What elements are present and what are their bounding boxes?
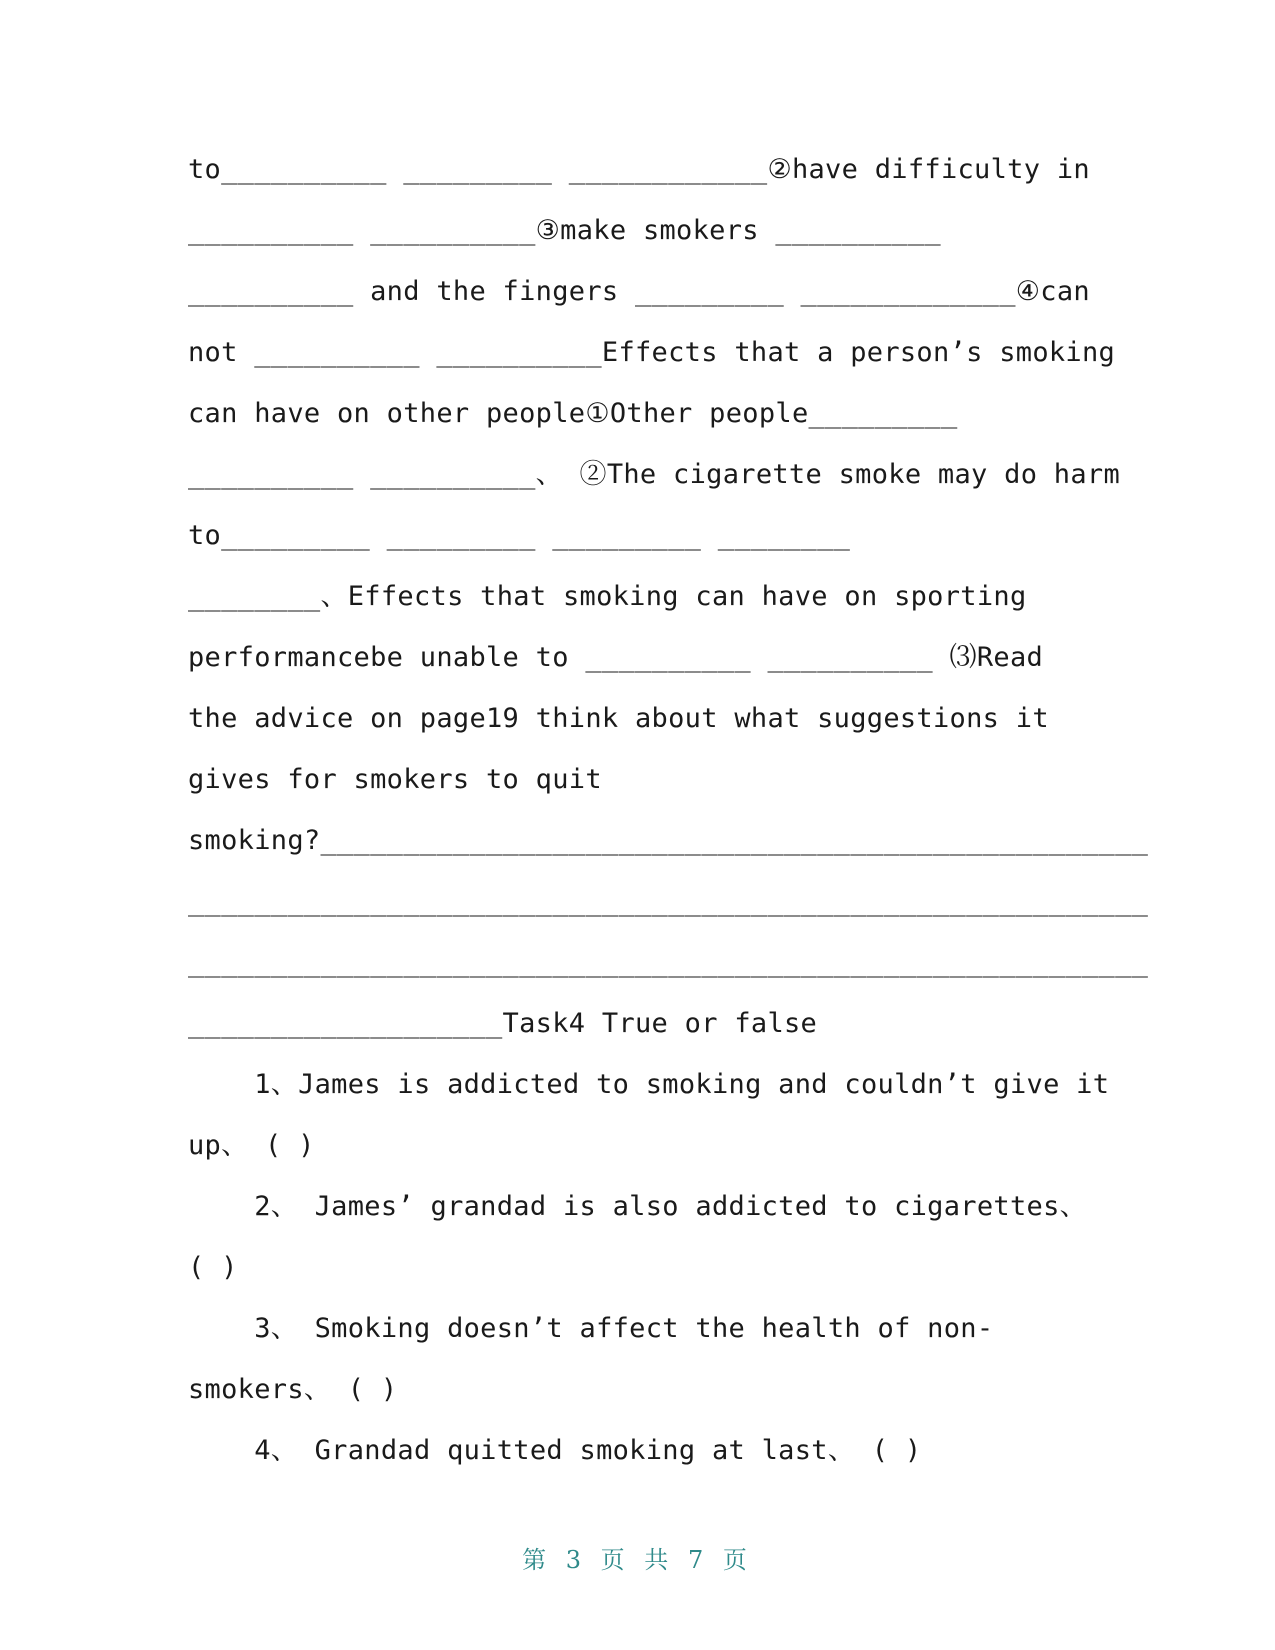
answer-line: smoking?__________________________________________________ — [188, 825, 1149, 856]
task-heading: ___________________Task4 True or false — [188, 1008, 818, 1039]
question-3-cont: smokers、 ( ) — [188, 1374, 398, 1405]
text-line: performancebe unable to __________ __________ ⑶Read — [188, 642, 1044, 673]
question-4: 4、 Grandad quitted smoking at last、 ( ) — [188, 1435, 922, 1466]
document-body — [188, 148, 1149, 1490]
text-line: to__________ _________ ____________②have difficulty in — [188, 154, 1090, 185]
text-line: to_________ _________ _________ ________ — [188, 520, 851, 551]
answer-line: __________________________________________________________ — [188, 947, 1149, 978]
question-3: 3、 Smoking doesn’t affect the health of non- — [188, 1313, 994, 1344]
text-line: can have on other people①Other people_________ — [188, 398, 958, 429]
text-line: gives for smokers to quit — [188, 764, 602, 795]
text-line: not __________ __________Effects that a person’s smoking — [188, 337, 1116, 368]
text-line: __________ and the fingers _________ _____________④can — [188, 276, 1090, 307]
text-line: the advice on page19 think about what suggestions it — [188, 703, 1049, 734]
answer-line: __________________________________________________________ — [188, 886, 1149, 917]
question-2-cont: ( ) — [188, 1252, 238, 1283]
text-line: __________ __________③make smokers __________ — [188, 215, 941, 246]
question-1: 1、James is addicted to smoking and couldn’t give it — [188, 1069, 1110, 1100]
question-1-cont: up、 ( ) — [188, 1130, 315, 1161]
text-line: ________、Effects that smoking can have on sporting — [188, 581, 1027, 612]
text-line: __________ __________、 ②The cigarette smoke may do harm — [188, 459, 1121, 490]
page-footer: 第 3 页 共 7 页 — [522, 1546, 753, 1574]
question-2: 2、 James’ grandad is also addicted to cigarettes、 — [188, 1191, 1087, 1222]
